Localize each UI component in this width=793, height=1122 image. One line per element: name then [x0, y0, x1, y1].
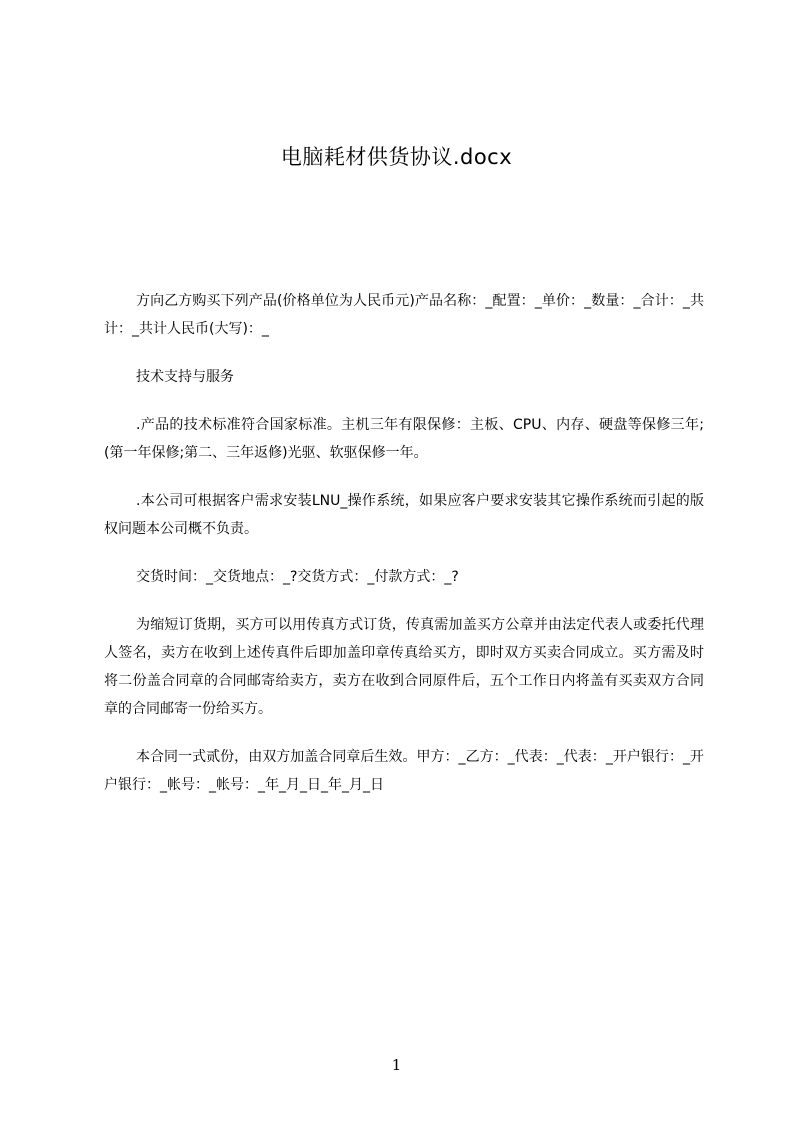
paragraph-section-heading: 技术支持与服务: [136, 369, 234, 385]
paragraph-purchase-items: 方向乙方购买下列产品(价格单位为人民币元)产品名称：_配置：_单价：_数量：_合计：_共计：_共计人民币(大写)：_: [104, 293, 704, 337]
paragraph-fax-order: 为缩短订货期，买方可以用传真方式订货，传真需加盖买方公章并由法定代表人或委托代理人签名，卖方在收到上述传真件后即加盖印章传真给买方，即时双方买卖合同成立。买方需及时将二份盖合同章的合同邮寄给卖方，卖方在收到合同原件后，五个工作日内将盖有买卖双方合同章的合同邮寄一份给买方。: [104, 617, 704, 717]
paragraph-os-install: .本公司可根据客户需求安装LNU_操作系统，如果应客户要求安装其它操作系统而引起的版权问题本公司概不负责。: [104, 493, 704, 537]
document-title: 电脑耗材供货协议.docx: [280, 145, 513, 169]
page-number: 1: [391, 1056, 402, 1074]
paragraph-warranty: .产品的技术标准符合国家标准。主机三年有限保修：主板、CPU、内存、硬盘等保修三年;(第一年保修;第二、三年返修)光驱、软驱保修一年。: [104, 417, 704, 461]
paragraph-signatures: 本合同一式贰份，由双方加盖合同章后生效。甲方：_乙方：_代表：_代表：_开户银行：_开户银行：_帐号：_帐号：_年_月_日_年_月_日: [104, 749, 704, 793]
document-body: [104, 287, 704, 819]
paragraph-delivery: 交货时间：_交货地点：_?交货方式：_付款方式：_?: [136, 569, 459, 585]
